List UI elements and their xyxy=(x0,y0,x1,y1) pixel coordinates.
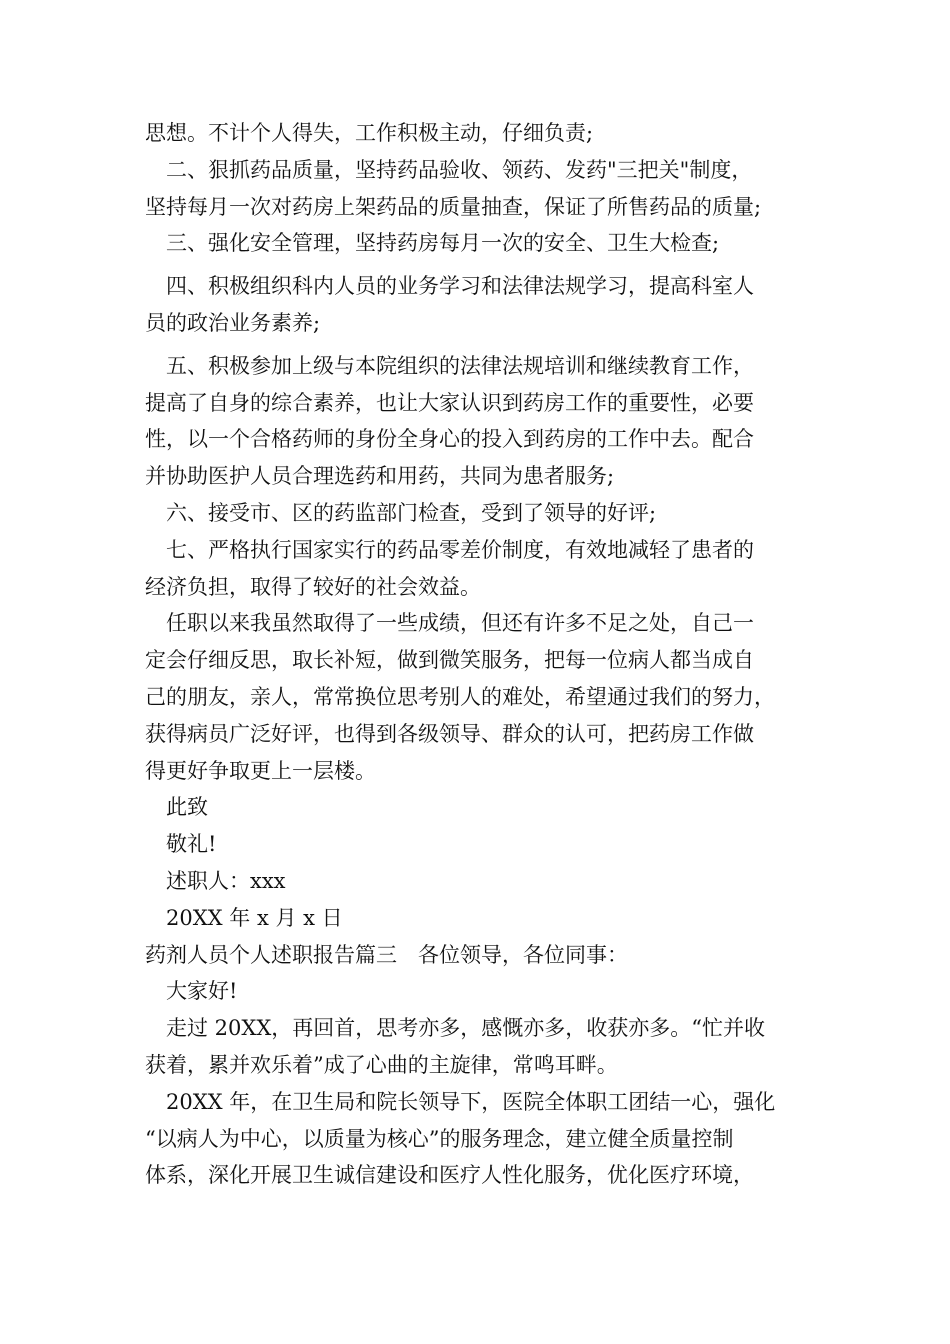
text-line: 获得病员广泛好评，也得到各级领导、群众的认可，把药房工作做 xyxy=(145,721,754,746)
text-line: 经济负担，取得了较好的社会效益。 xyxy=(145,574,481,599)
text-line: 四、积极组织科内人员的业务学习和法律法规学习，提高科室人 xyxy=(166,274,754,299)
text-line: 走过 20XX，再回首，思考亦多，感慨亦多，收获亦多。“忙并收 xyxy=(166,1016,766,1041)
text-line: 三、强化安全管理，坚持药房每月一次的安全、卫生大检查; xyxy=(166,231,720,256)
text-line: 任职以来我虽然取得了一些成绩，但还有许多不足之处，自己一 xyxy=(166,611,754,636)
text-line: 己的朋友，亲人，常常换位思考别人的难处，希望通过我们的努力， xyxy=(145,684,775,709)
text-line: 性，以一个合格药师的身份全身心的投入到药房的工作中去。配合 xyxy=(145,427,754,452)
text-line: “以病人为中心，以质量为核心”的服务理念，建立健全质量控制 xyxy=(145,1126,734,1151)
text-line: 七、严格执行国家实行的药品零差价制度，有效地减轻了患者的 xyxy=(166,537,754,562)
text-line: 20XX 年 x 月 x 日 xyxy=(166,905,343,930)
text-line: 20XX 年，在卫生局和院长领导下，医院全体职工团结一心，强化 xyxy=(166,1089,776,1114)
text-line: 并协助医护人员合理选药和用药，共同为患者服务; xyxy=(145,464,615,489)
text-line: 敬礼! xyxy=(166,832,217,857)
text-line: 二、狠抓药品质量，坚持药品验收、领药、发药"三把关"制度， xyxy=(166,157,753,182)
text-line: 坚持每月一次对药房上架药品的质量抽查，保证了所售药品的质量; xyxy=(145,194,762,219)
text-line: 体系，深化开展卫生诚信建设和医疗人性化服务，优化医疗环境， xyxy=(145,1163,754,1188)
text-line: 药剂人员个人述职报告篇三 各位领导，各位同事： xyxy=(145,942,628,967)
document-body xyxy=(145,115,815,1194)
text-line: 得更好争取更上一层楼。 xyxy=(145,758,376,783)
text-line: 员的政治业务素养; xyxy=(145,310,321,335)
text-line: 五、积极参加上级与本院组织的法律法规培训和继续教育工作， xyxy=(166,353,754,378)
text-line: 六、接受市、区的药监部门检查，受到了领导的好评; xyxy=(166,500,657,525)
text-line: 大家好! xyxy=(166,979,238,1004)
text-line: 思想。不计个人得失，工作积极主动，仔细负责; xyxy=(145,121,594,145)
text-line: 述职人：xxx xyxy=(166,868,286,893)
text-line: 提高了自身的综合素养，也让大家认识到药房工作的重要性，必要 xyxy=(145,390,754,415)
text-line: 获着，累并欢乐着”成了心曲的主旋律，常鸣耳畔。 xyxy=(145,1052,618,1077)
text-line: 此致 xyxy=(166,795,208,820)
text-line: 定会仔细反思，取长补短，做到微笑服务，把每一位病人都当成自 xyxy=(145,648,754,673)
